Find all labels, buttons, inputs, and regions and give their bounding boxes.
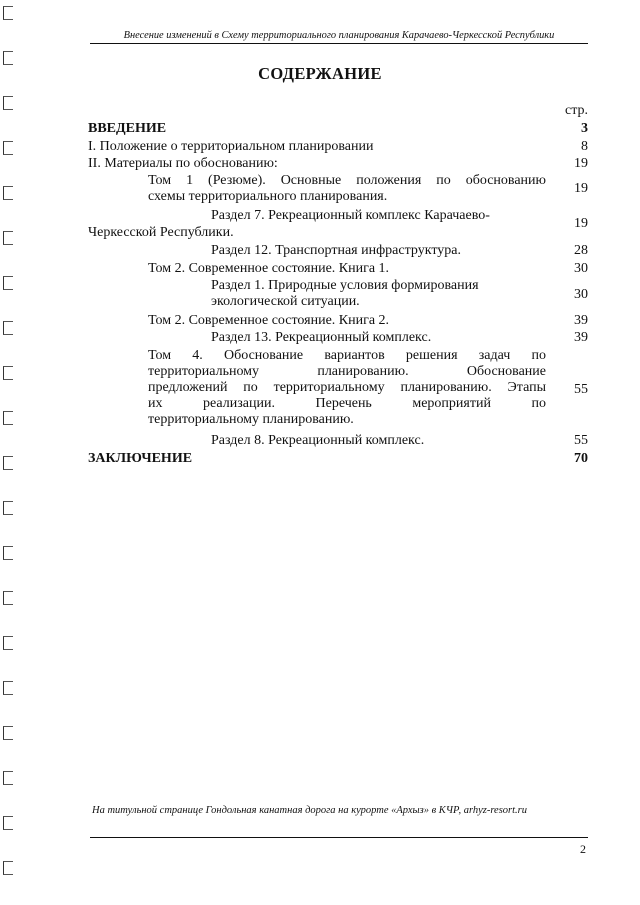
- binding-hole: [3, 186, 13, 200]
- toc-entry-line: Том 1 (Резюме). Основные положения по обоснованию: [148, 173, 546, 188]
- toc-entry-text: ЗАКЛЮЧЕНИЕ: [88, 451, 193, 466]
- toc-entry-line: предложений по территориальному планированию. Этапы: [148, 380, 546, 395]
- binding-hole: [3, 681, 13, 695]
- binding-hole: [3, 366, 13, 380]
- binding-hole: [3, 501, 13, 515]
- toc-entry-line: Том 4. Обоснование вариантов решения задач по: [148, 348, 546, 363]
- toc-entry-page: 28: [574, 243, 588, 258]
- toc-entry-line: территориальному планированию. Обоснование: [148, 364, 546, 379]
- binding-hole: [3, 276, 13, 290]
- toc-entry-text: Том 2. Современное состояние. Книга 2.: [148, 313, 390, 328]
- toc-entry-text: Раздел 13. Рекреационный комплекс.: [211, 330, 432, 345]
- binding-hole: [3, 231, 13, 245]
- toc-entry-page: 55: [574, 382, 588, 397]
- binding-hole: [3, 456, 13, 470]
- toc-entry-page: 70: [574, 451, 588, 466]
- footer-divider: [90, 837, 588, 838]
- binding-hole: [3, 141, 13, 155]
- toc-entry-page: 19: [574, 156, 588, 171]
- binding-holes: [0, 0, 16, 905]
- binding-hole: [3, 591, 13, 605]
- binding-hole: [3, 96, 13, 110]
- toc-entry-text: Раздел 12. Транспортная инфраструктура.: [211, 243, 461, 258]
- running-header: Внесение изменений в Схему территориального планирования Карачаево-Черкесской Республики: [90, 30, 588, 44]
- toc-entry-page: 19: [574, 216, 588, 231]
- toc-entry-text: I. Положение о территориальном планировании: [88, 139, 374, 154]
- binding-hole: [3, 6, 13, 20]
- toc-entry-page: 39: [574, 313, 588, 328]
- toc-entry-line: их реализации. Перечень мероприятий по: [148, 396, 546, 411]
- toc-entry-line: экологической ситуации.: [211, 294, 360, 309]
- cover-photo-caption: На титульной странице Гондольная канатная дорога на курорте «Архыз» в КЧР, arhyz-resort.ru: [92, 805, 528, 816]
- toc-entry-text: Том 2. Современное состояние. Книга 1.: [148, 261, 390, 276]
- toc-entry-page: 8: [581, 139, 588, 154]
- toc-entry-page: 39: [574, 330, 588, 345]
- binding-hole: [3, 321, 13, 335]
- page-number: 2: [580, 842, 586, 856]
- toc-entry-text: Раздел 8. Рекреационный комплекс.: [211, 433, 425, 448]
- toc-entry-line: территориальному планированию.: [148, 412, 354, 427]
- toc-page-label: стр.: [564, 103, 588, 118]
- binding-hole: [3, 411, 13, 425]
- binding-hole: [3, 546, 13, 560]
- binding-hole: [3, 51, 13, 65]
- toc-entry-page: 3: [581, 121, 588, 136]
- toc-entry-line: Раздел 7. Рекреационный комплекс Карачаево-: [211, 208, 490, 223]
- binding-hole: [3, 636, 13, 650]
- toc-entry-page: 55: [574, 433, 588, 448]
- toc-entry-text: ВВЕДЕНИЕ: [88, 121, 167, 136]
- toc-entry-line: схемы территориального планирования.: [148, 189, 388, 204]
- toc-entry-page: 30: [574, 287, 588, 302]
- binding-hole: [3, 861, 13, 875]
- binding-hole: [3, 726, 13, 740]
- toc-entry-line: Раздел 1. Природные условия формирования: [211, 278, 479, 293]
- toc-entry-page: 30: [574, 261, 588, 276]
- toc-entry-text: II. Материалы по обоснованию:: [88, 156, 278, 171]
- page-title: СОДЕРЖАНИЕ: [258, 64, 382, 83]
- toc-entry-page: 19: [574, 181, 588, 196]
- binding-hole: [3, 771, 13, 785]
- toc-entry-line: Черкесской Республики.: [88, 225, 234, 240]
- binding-hole: [3, 816, 13, 830]
